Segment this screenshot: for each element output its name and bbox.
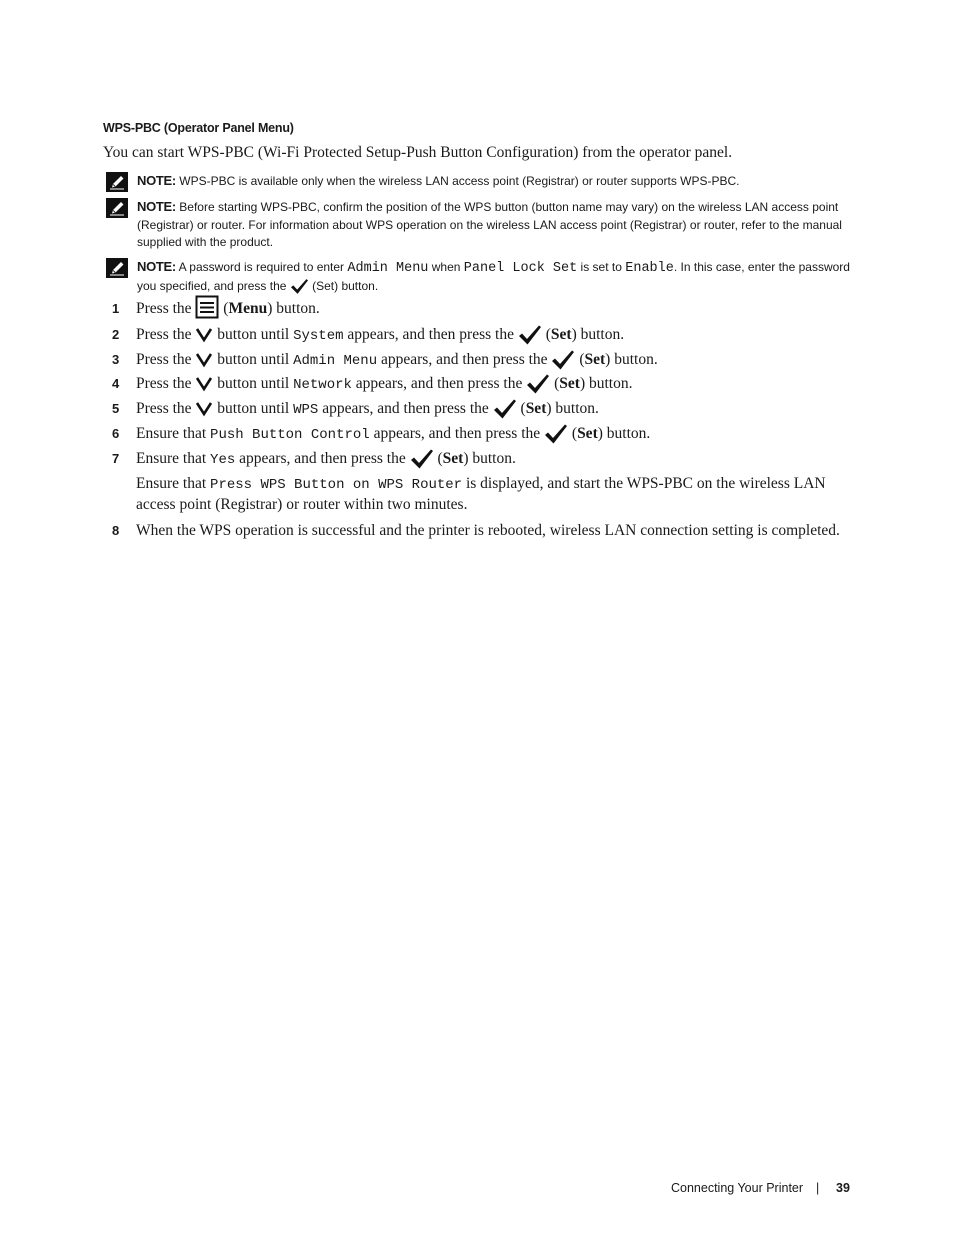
step-number: 5: [112, 401, 120, 416]
step-text: Press the: [136, 300, 192, 317]
step-text: button.: [555, 400, 599, 417]
checkmark-icon: [544, 423, 568, 445]
pencil-note-icon: [106, 198, 128, 218]
step-number: 8: [112, 523, 120, 538]
step-text: Press the: [136, 375, 192, 392]
step-text: button.: [614, 351, 658, 368]
note-label: NOTE:: [137, 199, 176, 214]
step-text: appears, and then press the: [355, 375, 523, 392]
footer-chapter: Connecting Your Printer: [671, 1181, 804, 1195]
step-text: button.: [580, 326, 625, 343]
step-text: appears, and then press the: [322, 400, 489, 417]
checkmark-icon: [526, 373, 550, 395]
step-number: 2: [112, 327, 120, 342]
step-text: button.: [589, 375, 633, 392]
step-text: Ensure that: [136, 425, 207, 442]
step-text: Press the: [136, 351, 192, 368]
set-button-label: Set: [559, 375, 580, 392]
section-heading: WPS-PBC (Operator Panel Menu): [103, 121, 294, 135]
set-button-label: Set: [550, 326, 572, 343]
step-number: 6: [112, 426, 120, 441]
code-wps: WPS: [293, 402, 319, 418]
step-number: 1: [112, 301, 120, 316]
code-push-button-control: Push Button Control: [210, 427, 370, 443]
code-admin-menu: Admin Menu: [293, 353, 378, 369]
pencil-note-icon: [106, 172, 128, 192]
set-button-label: Set: [442, 450, 464, 467]
down-arrow-icon: [195, 376, 213, 392]
footer-separator: |: [816, 1181, 820, 1195]
checkmark-icon: [410, 448, 434, 470]
intro-paragraph: You can start WPS-PBC (Wi-Fi Protected Setup-Push Button Configuration) from the operator panel.: [103, 144, 733, 161]
step-text: button until: [217, 375, 290, 392]
note-label: NOTE:: [137, 259, 176, 274]
checkmark-icon: [493, 398, 517, 420]
note-text: (Set) button.: [312, 278, 379, 293]
note-text: WPS-PBC is available only when the wireless LAN access point (Registrar) or router supports WPS-PBC.: [179, 174, 740, 188]
code-enable: Enable: [625, 261, 674, 276]
note-text: is set to: [580, 260, 622, 274]
step-text: appears, and then press the: [380, 351, 548, 368]
code-network: Network: [293, 377, 352, 393]
note-label: NOTE:: [137, 173, 176, 188]
page-number: 39: [836, 1181, 850, 1195]
menu-button-label: Menu: [228, 300, 268, 317]
step-7-continuation: [136, 474, 852, 515]
set-button-label: Set: [577, 425, 598, 442]
step-text: button until: [217, 351, 290, 368]
code-press-wps-button: Press WPS Button on WPS Router: [210, 477, 463, 493]
step-text: When the WPS operation is successful and the printer is rebooted, wireless LAN connection setting is completed.: [136, 522, 840, 539]
step-text: appears, and then press the: [373, 425, 541, 442]
step-text: Press the: [136, 326, 192, 343]
step-number: 7: [112, 451, 120, 466]
step-text: is displayed, and start the WPS-PBC on the wireless LAN access point (Registrar) or router within two minutes.: [136, 475, 826, 513]
step-text: button until: [217, 400, 290, 417]
step-text: button.: [276, 300, 320, 317]
set-button-label: Set: [584, 351, 606, 368]
code-panel-lock-set: Panel Lock Set: [463, 261, 578, 276]
checkmark-icon: [518, 324, 542, 346]
checkmark-icon: [551, 349, 575, 371]
note-text: when: [431, 260, 461, 274]
down-arrow-icon: [195, 401, 213, 417]
note-text: A password is required to enter: [178, 260, 345, 274]
step-text: button.: [606, 425, 651, 442]
step-text: button until: [217, 326, 290, 343]
pencil-note-icon: [106, 258, 128, 278]
code-admin-menu: Admin Menu: [347, 261, 429, 276]
note-text: . In this case, enter the password you specified, and press the: [137, 260, 850, 293]
down-arrow-icon: [195, 327, 213, 343]
set-button-label: Set: [525, 400, 547, 417]
step-text: appears, and then press the: [347, 326, 514, 343]
step-text: appears, and then press the: [239, 450, 406, 467]
step-number: 4: [112, 376, 120, 391]
step-text: Press the: [136, 400, 192, 417]
step-text: button.: [472, 450, 516, 467]
step-text: Ensure that: [136, 475, 207, 492]
menu-button-icon: [195, 295, 219, 319]
checkmark-icon: [290, 278, 309, 295]
step-number: 3: [112, 352, 120, 367]
down-arrow-icon: [195, 352, 213, 368]
note-text: Before starting WPS-PBC, confirm the position of the WPS button (button name may vary) on the wireless LAN access point (Registrar) or router. For information about WPS operation on the wireless LAN access point (Registrar) or router, refer to the manual supplied with the product.: [137, 200, 842, 249]
code-yes: Yes: [210, 452, 236, 468]
code-system: System: [293, 328, 344, 344]
step-text: Ensure that: [136, 450, 207, 467]
